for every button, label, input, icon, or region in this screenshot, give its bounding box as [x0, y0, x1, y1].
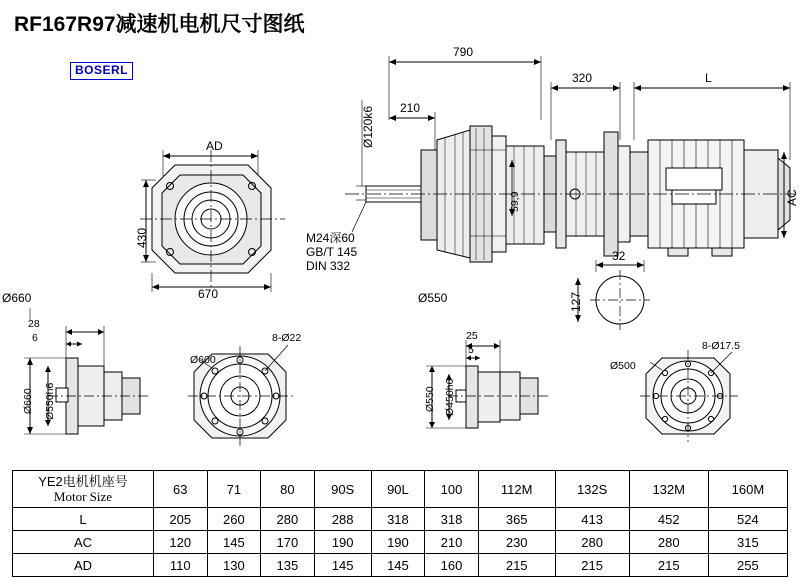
table-row — [13, 554, 788, 577]
table-cell: 215 — [555, 554, 629, 577]
table-cell: 170 — [261, 531, 315, 554]
dim-label-670: 670 — [198, 287, 219, 301]
dim-label-320: 320 — [572, 71, 593, 85]
table-cell-size: 132S — [555, 471, 629, 508]
table-cell: 318 — [425, 508, 479, 531]
table-cell: 452 — [629, 508, 708, 531]
table-cell: 318 — [371, 508, 425, 531]
table-cell: 120 — [154, 531, 208, 554]
table-cell: 215 — [629, 554, 708, 577]
table-row — [13, 531, 788, 554]
note-m24: M24深60 — [306, 231, 355, 245]
dim-label-l: L — [705, 71, 712, 85]
table-cell: 145 — [207, 531, 261, 554]
dim-label-790: 790 — [453, 45, 474, 59]
note-gbt145: GB/T 145 — [306, 245, 358, 259]
dim-label-599: 59,9 — [509, 191, 521, 212]
dim-label-d660-v: Ø660 — [22, 388, 34, 414]
table-cell-size: 132M — [629, 471, 708, 508]
table-cell: 145 — [314, 554, 371, 577]
table-cell-size: 90S — [314, 471, 371, 508]
note-din332: DIN 332 — [306, 259, 351, 273]
table-cell: 145 — [371, 554, 425, 577]
dim-label-127: 127 — [569, 291, 583, 312]
table-cell-size: 100 — [425, 471, 479, 508]
shaft-key-detail — [575, 260, 650, 330]
table-cell: 288 — [314, 508, 371, 531]
table-cell: 365 — [478, 508, 555, 531]
table-row-header — [13, 471, 788, 508]
table-cell-size: 71 — [207, 471, 261, 508]
table-cell: 413 — [555, 508, 629, 531]
table-row-label: L — [13, 508, 154, 531]
table-cell: 190 — [314, 531, 371, 554]
table-cell-size: 80 — [261, 471, 315, 508]
dim-label-210: 210 — [400, 101, 421, 115]
table-cell: 205 — [154, 508, 208, 531]
table-cell: 524 — [708, 508, 787, 531]
page-title: RF167R97减速机电机尺寸图纸 — [14, 13, 305, 36]
dim-label-ad: AD — [206, 139, 223, 153]
table-cell: 215 — [478, 554, 555, 577]
dim-label-5: 5 — [468, 344, 474, 356]
table-cell: 280 — [629, 531, 708, 554]
dim-label-d550-v: Ø550 — [424, 386, 436, 412]
motor-size-table — [12, 470, 788, 577]
dim-label-d450h6: Ø450h6 — [444, 378, 456, 416]
table-header-cn: YE2电机机座号 — [38, 474, 128, 489]
holes-label-8-22: 8-Ø22 — [272, 332, 302, 344]
front-view-left — [140, 150, 285, 292]
dim-label-d600: Ø600 — [190, 354, 216, 366]
table-cell: 230 — [478, 531, 555, 554]
flange-view-a — [24, 308, 150, 434]
table-cell: 160 — [425, 554, 479, 577]
table-cell: 280 — [261, 508, 315, 531]
dim-label-ac: AC — [785, 189, 799, 206]
dim-label-28: 28 — [28, 318, 40, 330]
table-cell-size: 112M — [478, 471, 555, 508]
table-header-en: Motor Size — [53, 489, 113, 504]
dim-label-d550h6: Ø550h6 — [44, 382, 56, 420]
table-row — [13, 508, 788, 531]
dim-label-32: 32 — [612, 249, 626, 263]
brand-logo: BOSERL — [70, 62, 133, 80]
table-cell: 315 — [708, 531, 787, 554]
table-cell-size: 90L — [371, 471, 425, 508]
table-cell: 260 — [207, 508, 261, 531]
table-cell: 135 — [261, 554, 315, 577]
table-cell: 130 — [207, 554, 261, 577]
table-cell: 110 — [154, 554, 208, 577]
dim-label-d660-top: Ø660 — [2, 291, 32, 305]
table-row-label: AC — [13, 531, 154, 554]
dim-label-6: 6 — [32, 332, 38, 344]
table-cell: 280 — [555, 531, 629, 554]
side-assembly-view — [345, 56, 795, 262]
table-cell-size: 160M — [708, 471, 787, 508]
dim-label-d120k6: Ø120k6 — [361, 105, 375, 148]
holes-label-8-175: 8-Ø17.5 — [702, 340, 740, 352]
table-cell: 210 — [425, 531, 479, 554]
dim-label-d550-top: Ø550 — [418, 291, 448, 305]
table-cell-size: 63 — [154, 471, 208, 508]
dim-label-d500: Ø500 — [610, 360, 636, 372]
table-cell: 190 — [371, 531, 425, 554]
table-cell: 255 — [708, 554, 787, 577]
dim-label-430: 430 — [135, 227, 149, 248]
table-row-label: AD — [13, 554, 154, 577]
dim-label-25: 25 — [466, 330, 478, 342]
table-header-motor-size — [13, 471, 154, 508]
flange-face-view-b — [640, 350, 738, 442]
